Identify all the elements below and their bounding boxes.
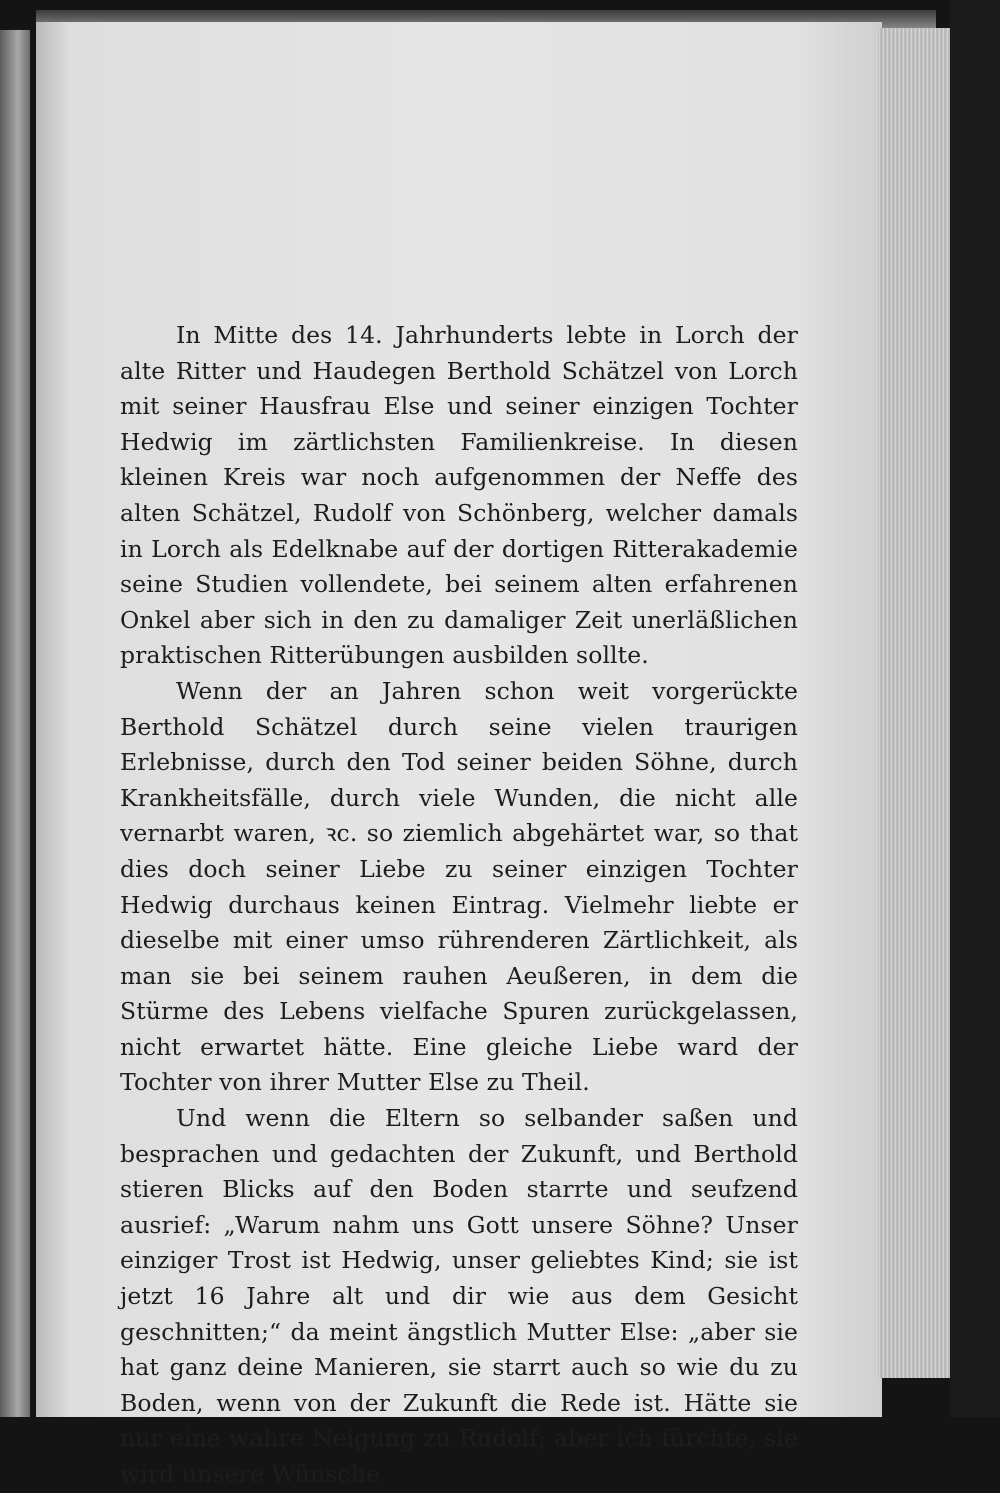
facing-page-edge bbox=[0, 30, 30, 1417]
book-cover-edge bbox=[950, 0, 1000, 1417]
paragraph-1: In Mitte des 14. Jahrhunderts lebte in Lorch der alte Ritter und Haudegen Berthold Schätzel von Lorch mit seiner Hausfrau Else und seiner einzigen Tochter Hedwig im zärtlichsten Familienkreise. In diesen kleinen Kreis war noch aufgenommen der Neffe des alten Schätzel, Rudolf von Schönberg, welcher damals in Lorch als Edelknabe auf der dortigen Ritterakademie seine Studien vollendete, bei seinem alten erfahrenen Onkel aber sich in den zu damaliger Zeit unerläßlichen praktischen Ritterübungen ausbilden sollte. bbox=[120, 321, 798, 670]
paragraph-3: Und wenn die Eltern so selbander saßen und besprachen und gedachten der Zukunft, und Berthold stieren Blicks auf den Boden starrte und seufzend ausrief: „Warum nahm uns Gott unsere Söhne? Unser einziger Trost ist Hedwig, unser geliebtes Kind; sie ist jetzt 16 Jahre alt und dir wie aus dem Gesicht geschnitten;“ da meint ängstlich Mutter Else: „aber sie hat ganz deine Manieren, sie starrt auch so wie du zu Boden, wenn von der Zukunft die Rede ist. Hätte sie nur eine wahre Neigung zu Rudolf; aber ich fürchte, sie wird unsere Wünsche bbox=[120, 1104, 798, 1488]
body-text bbox=[120, 318, 798, 1493]
paragraph-2: Wenn der an Jahren schon weit vorgerückte Berthold Schätzel durch seine vielen traurigen Erlebnisse, durch den Tod seiner beiden Söhne, durch Krankheitsfälle, durch viele Wunden, die nicht alle vernarbt waren, ꝛc. so ziemlich abgehärtet war, so that dies doch seiner Liebe zu seiner einzigen Tochter Hedwig durchaus keinen Eintrag. Vielmehr liebte er dieselbe mit einer umso rührenderen Zärtlichkeit, als man sie bei seinem rauhen Aeußeren, in dem die Stürme des Lebens vielfache Spuren zurückgelassen, nicht erwartet hätte. Eine gleiche Liebe ward der Tochter von ihrer Mutter Else zu Theil. bbox=[120, 676, 798, 1097]
page-stack-edge bbox=[878, 28, 953, 1378]
